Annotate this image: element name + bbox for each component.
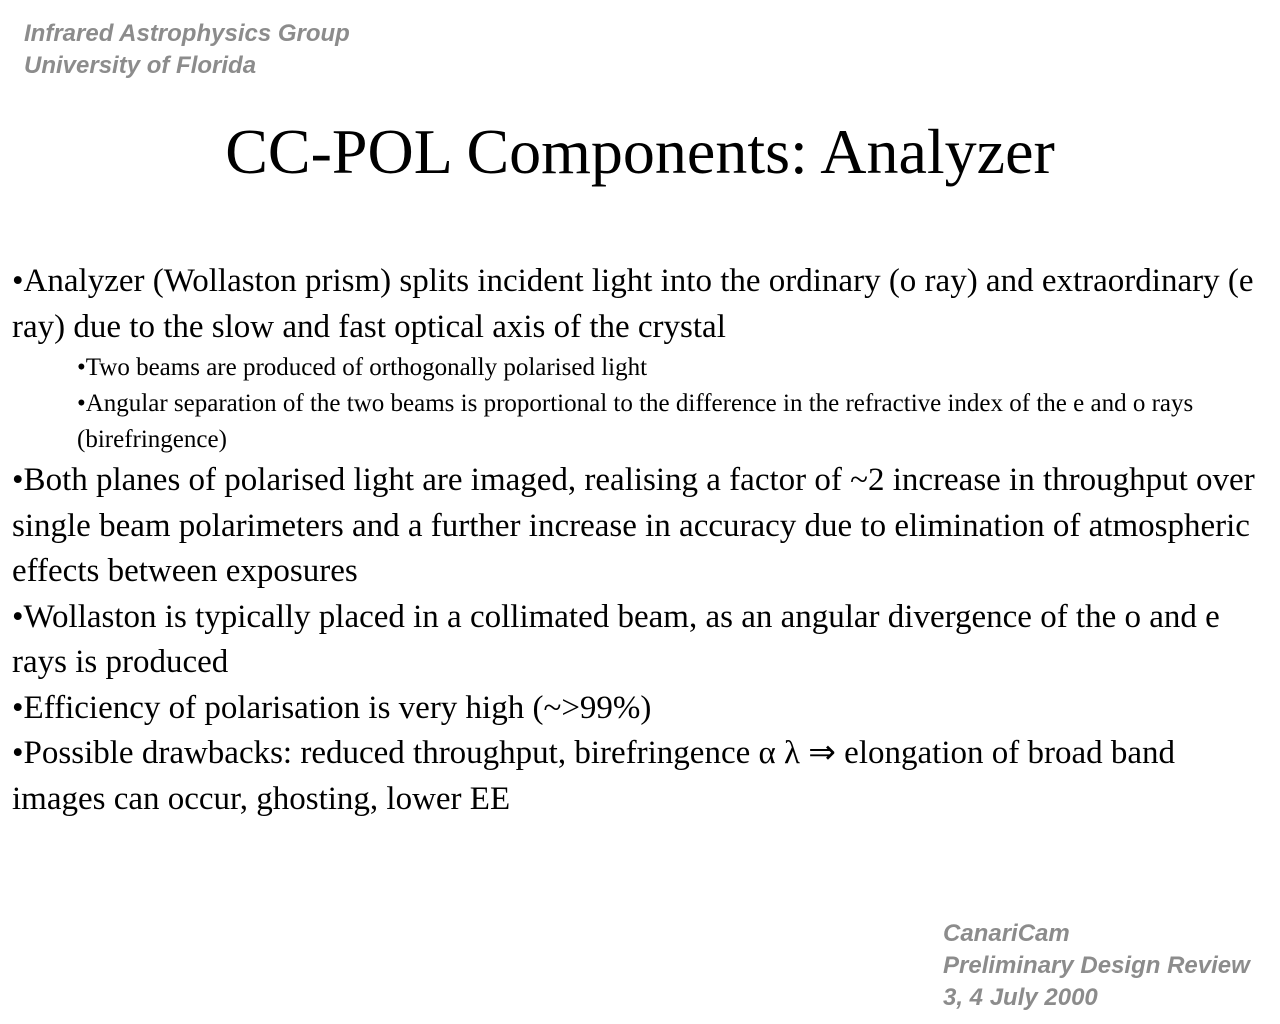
bullet-analyzer-split: •Analyzer (Wollaston prism) splits incident light into the ordinary (o ray) and extraordinary (e ray) due to the slow and fast optical axis of the crystal <box>12 263 1254 345</box>
bullet-both-planes: •Both planes of polarised light are imaged, realising a factor of ~2 increase in throughput over single beam polarimeters and a further increase in accuracy due to elimination of atmospheric effects between exposures <box>12 462 1255 589</box>
footer-review: Preliminary Design Review <box>943 952 1250 979</box>
bullet-drawbacks: •Possible drawbacks: reduced throughput, birefringence α λ ⇒ elongation of broad band images can occur, ghosting, lower EE <box>12 735 1176 817</box>
slide-title: CC-POL Components: Analyzer <box>225 116 1055 187</box>
bullet-collimated-beam: •Wollaston is typically placed in a collimated beam, as an angular divergence of the o and e rays is produced <box>12 598 1220 680</box>
organization-header <box>24 18 350 82</box>
organization-name: Infrared Astrophysics Group <box>24 20 350 47</box>
sub-bullet-angular-separation: •Angular separation of the two beams is proportional to the difference in the refractive index of the e and o rays (birefringence) <box>77 390 1194 453</box>
bullet-efficiency: •Efficiency of polarisation is very high (~>99%) <box>12 689 652 726</box>
review-footer <box>943 918 1250 1014</box>
footer-project: CanariCam <box>943 920 1070 947</box>
slide-body <box>12 259 1262 822</box>
sub-bullet-two-beams: •Two beams are produced of orthogonally polarised light <box>77 354 648 381</box>
university-name: University of Florida <box>24 52 257 79</box>
footer-date: 3, 4 July 2000 <box>943 984 1098 1011</box>
